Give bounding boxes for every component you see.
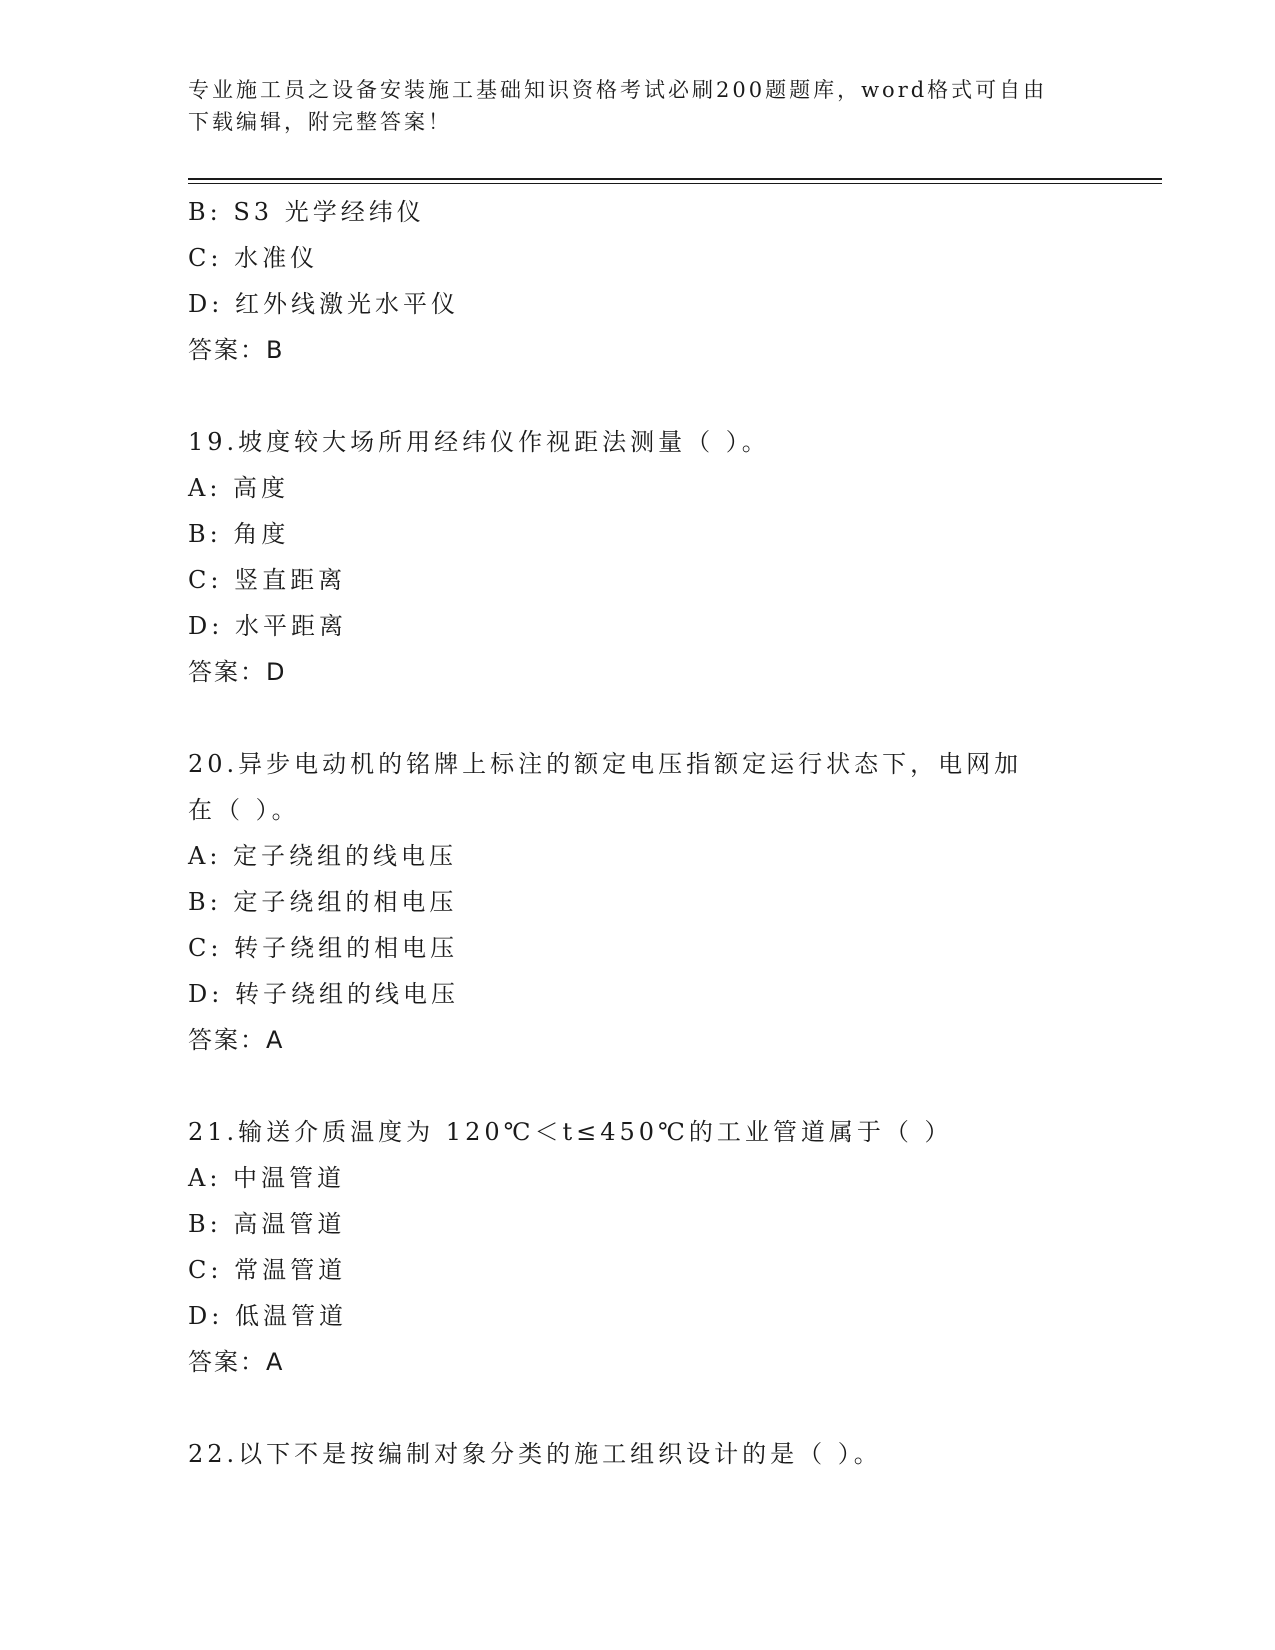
question-19 (188, 419, 1088, 695)
option-a: A: 定子绕组的线电压 (188, 842, 458, 870)
answer-label: 答案：B (188, 336, 285, 364)
question-20 (188, 741, 1088, 1063)
option-c: C: 常温管道 (188, 1256, 347, 1284)
question-22 (188, 1431, 1088, 1477)
option-c: C: 水准仪 (188, 244, 319, 272)
option-c: C: 竖直距离 (188, 566, 347, 594)
question-stem: 19.坡度较大场所用经纬仪作视距法测量（ ）。 (188, 428, 770, 456)
option-d: D: 低温管道 (188, 1302, 347, 1330)
option-a: A: 中温管道 (188, 1164, 346, 1192)
option-d: D: 红外线激光水平仪 (188, 290, 459, 318)
answer-label: 答案：D (188, 658, 287, 686)
question-list (188, 189, 1088, 1477)
option-b: B: S3 光学经纬仪 (188, 198, 425, 226)
question-stem: 22.以下不是按编制对象分类的施工组织设计的是（ ）。 (188, 1440, 882, 1468)
answer-label: 答案：A (188, 1348, 285, 1376)
option-b: B: 角度 (188, 520, 290, 548)
option-b: B: 定子绕组的相电压 (188, 888, 458, 916)
option-c: C: 转子绕组的相电压 (188, 934, 459, 962)
document-header: 专业施工员之设备安装施工基础知识资格考试必刷200题题库，word格式可自由下载编辑，附完整答案！ (188, 78, 1048, 134)
question-stem: 21.输送介质温度为 120℃＜t≤450℃的工业管道属于（ ） (188, 1118, 953, 1146)
option-b: B: 高温管道 (188, 1210, 346, 1238)
option-d: D: 水平距离 (188, 612, 347, 640)
option-a: A: 高度 (188, 474, 290, 502)
question-21 (188, 1109, 1088, 1385)
answer-label: 答案：A (188, 1026, 285, 1054)
question-stem: 20.异步电动机的铭牌上标注的额定电压指额定运行状态下，电网加在（ ）。 (188, 750, 1023, 824)
option-d: D: 转子绕组的线电压 (188, 980, 459, 1008)
header-divider (188, 178, 1162, 184)
question-18-tail (188, 189, 1088, 373)
